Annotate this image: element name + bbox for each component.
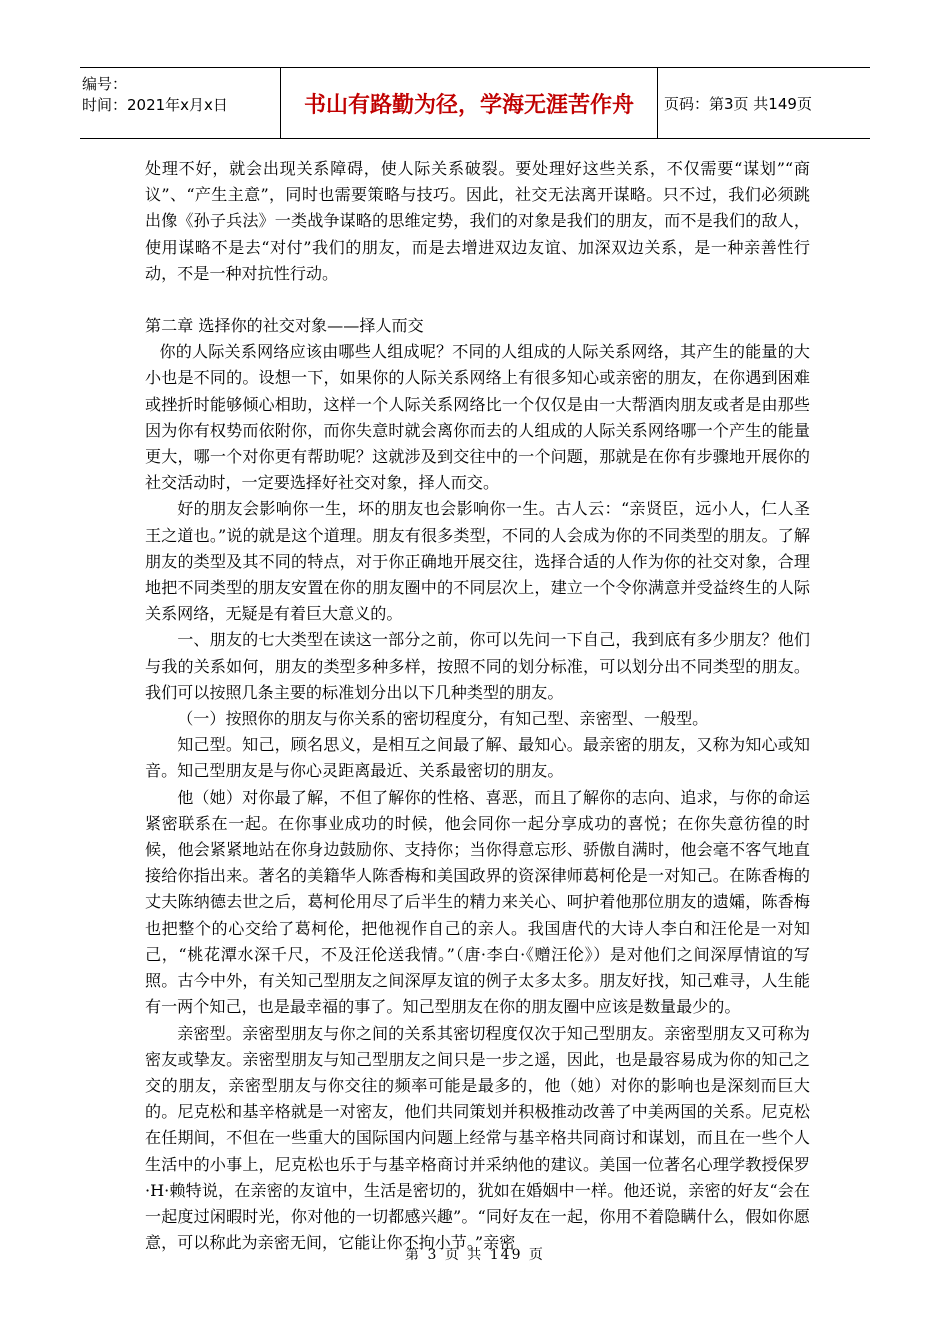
chapter-heading: 第二章 选择你的社交对象——择人而交 xyxy=(145,316,424,336)
paragraph: 知己型。知己，顾名思义，是相互之间最了解、最知心。最亲密的朋友，又称为知心或知音。知己型朋友是与你心灵距离最近、关系最密切的朋友。 xyxy=(145,735,810,781)
header-motto: 书山有路勤为径，学海无涯苦作舟 xyxy=(281,68,658,138)
paragraph: 一、朋友的七大类型在读这一部分之前，你可以先问一下自己，我到底有多少朋友？他们与我的关系如何，朋友的类型多种多样，按照不同的划分标准，可以划分出不同类型的朋友。我们可以按照几条主要的标准划分出以下几种类型的朋友。 xyxy=(145,630,810,702)
paragraph: （一）按照你的朋友与你关系的密切程度分，有知己型、亲密型、一般型。 xyxy=(177,709,709,729)
document-body xyxy=(145,156,810,1256)
header-page-number: 页码：第3页 共149页 xyxy=(664,94,812,113)
paragraph: 亲密型。亲密型朋友与你之间的关系其密切程度仅次于知己型朋友。亲密型朋友又可称为密友或挚友。亲密型朋友与知己型朋友之间只是一步之遥，因此，也是最容易成为你的知己之交的朋友，亲密型朋友与你交往的频率可能是最多的，他（她）对你的影响也是深刻而巨大的。尼克松和基辛格就是一对密友，他们共同策划并积极推动改善了中美两国的关系。尼克松在任期间，不但在一些重大的国际国内问题上经常与基辛格共同商讨和谋划，而且在一些个人生活中的小事上，尼克松也乐于与基辛格商讨并采纳他的建议。美国一位著名心理学教授保罗·H·赖特说，在亲密的友谊中，生活是密切的，犹如在婚姻中一样。他还说，亲密的好友“会在一起度过闲暇时光，你对他的一切都感兴趣”。“同好友在一起，你用不着隐瞒什么，假如你愿意，可以称此为亲密无间，它能让你不拘小节。”亲密 xyxy=(145,1023,810,1253)
page-header xyxy=(80,67,870,139)
paragraph: 他（她）对你最了解，不但了解你的性格、喜恶，而且了解你的志向、追求，与你的命运紧密联系在一起。在你事业成功的时候，他会同你一起分享成功的喜悦；在你失意彷徨的时候，他会紧紧地站在你身边鼓励你、支持你；当你得意忘形、骄傲自满时，他会毫不客气地直接给你指出来。著名的美籍华人陈香梅和美国政界的资深律师葛柯伦是一对知己。在陈香梅的丈夫陈纳德去世之后，葛柯伦用尽了后半生的精力来关心、呵护着他那位朋友的遗孀，陈香梅也把整个的心交给了葛柯伦，把他视作自己的亲人。我国唐代的大诗人李白和汪伦是一对知己，“桃花潭水深千尺，不及汪伦送我情。”（唐·李白·《赠汪伦》）是对他们之间深厚情谊的写照。古今中外，有关知己型朋友之间深厚友谊的例子太多太多。朋友好找，知己难寻，人生能有一两个知己，也是最幸福的事了。知己型朋友在你的朋友圈中应该是数量最少的。 xyxy=(145,787,810,1017)
page-footer: 第 3 页 共 149 页 xyxy=(405,1247,545,1263)
paragraph: 好的朋友会影响你一生，坏的朋友也会影响你一生。古人云：“亲贤臣，远小人，仁人圣王之道也。”说的就是这个道理。朋友有很多类型，不同的人会成为你的不同类型的朋友。了解朋友的类型及其不同的特点，对于你正确地开展交往，选择合适的人作为你的社交对象，合理地把不同类型的朋友安置在你的朋友圈中的不同层次上，建立一个令你满意并受益终生的人际关系网络，无疑是有着巨大意义的。 xyxy=(145,499,810,624)
document-id-label: 编号： xyxy=(82,75,128,93)
paragraph: 你的人际关系网络应该由哪些人组成呢？不同的人组成的人际关系网络，其产生的能量的大小也是不同的。设想一下，如果你的人际关系网络上有很多知心或亲密的朋友，在你遇到困难或挫折时能够倾心相助，这样一个人际关系网络比一个仅仅是由一大帮酒肉朋友或者是由那些因为你有权势而依附你，而你失意时就会离你而去的人组成的人际关系网络哪一个产生的能量更大，哪一个对你更有帮助呢？这就涉及到交往中的一个问题，那就是在你有步骤地开展你的社交活动时，一定要选择好社交对象，择人而交。 xyxy=(145,342,810,493)
document-time-label: 时间：2021年x月x日 xyxy=(82,96,228,114)
header-meta xyxy=(80,68,281,138)
paragraph-gap xyxy=(145,287,810,313)
paragraph: 处理不好，就会出现关系障碍，使人际关系破裂。要处理好这些关系，不仅需要“谋划”“商议”、“产生主意”，同时也需要策略与技巧。因此，社交无法离开谋略。只不过，我们必须跳出像《孙子兵法》一类战争谋略的思维定势，我们的对象是我们的朋友，而不是我们的敌人，使用谋略不是去“对付”我们的朋友，而是去增进双边友谊、加深双边关系，是一种亲善性行动，不是一种对抗性行动。 xyxy=(145,159,810,283)
